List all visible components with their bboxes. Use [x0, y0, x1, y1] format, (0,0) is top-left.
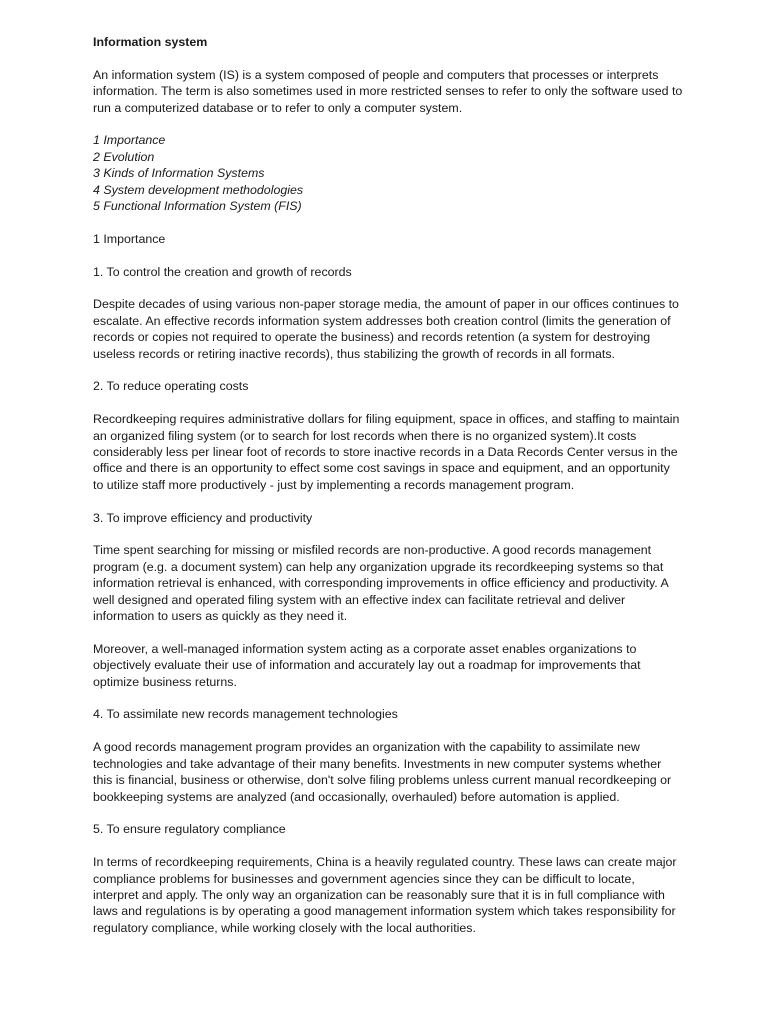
table-of-contents: [93, 132, 683, 214]
document-page: [93, 34, 683, 953]
point-heading: 2. To reduce operating costs: [93, 379, 249, 394]
toc-item: 3 Kinds of Information Systems: [93, 166, 265, 181]
point-paragraph: Recordkeeping requires administrative dollars for filing equipment, space in offices, and staffing to maintain an organized filing system (or to search for lost records when there is no organized system).It costs considerably less per linear foot of records to store inactive records in a Data Records Center versus in the office and there is an opportunity to effect some cost savings in space and equipment, and an opportunity to utilize staff more productively - just by implementing a records management program.: [93, 412, 680, 492]
point-paragraph: Time spent searching for missing or misfiled records are non-productive. A good records management program (e.g. a document system) can help any organization upgrade its recordkeeping systems so that information retrieval is enhanced, with corresponding improvements in office efficiency and productivity. A well designed and operated filing system with an effective index can facilitate retrieval and deliver information to users as quickly as they need it.: [93, 543, 669, 624]
point-heading: 3. To improve efficiency and productivity: [93, 510, 313, 525]
point-paragraph: A good records management program provides an organization with the capability to assimilate new technologies and take advantage of their many benefits. Investments in new computer systems whether this is financial, business or otherwise, don't solve filing problems unless current manual recordkeeping or bookkeeping systems are analyzed (and occasionally, overhauled) before automation is applied.: [93, 740, 672, 804]
section-heading: 1 Importance: [93, 231, 166, 246]
toc-item: 2 Evolution: [93, 149, 155, 164]
point-paragraph: In terms of recordkeeping requirements, China is a heavily regulated country. These laws can create major compliance problems for businesses and government agencies since they can be difficult to locate, interpret and apply. The only way an organization can be reasonably sure that it is in full compliance with laws and regulations is by operating a good management information system which takes responsibility for regulatory compliance, while working closely with the local authorities.: [93, 855, 677, 935]
intro-paragraph: An information system (IS) is a system composed of people and computers that processes or interprets information. The term is also sometimes used in more restricted senses to refer to only the software used to run a computerized database or to refer to only a computer system.: [93, 67, 683, 115]
point-paragraph: Despite decades of using various non-paper storage media, the amount of paper in our offices continues to escalate. An effective records information system addresses both creation control (limits the generation of records or copies not required to operate the business) and records retention (a system for destroying useless records or retiring inactive records), thus stabilizing the growth of records in all formats.: [93, 297, 679, 361]
toc-item: 4 System development methodologies: [93, 182, 304, 197]
point-heading: 1. To control the creation and growth of records: [93, 264, 352, 279]
point-heading: 4. To assimilate new records management technologies: [93, 707, 398, 722]
point-paragraph: Moreover, a well-managed information system acting as a corporate asset enables organizations to objectively evaluate their use of information and accurately lay out a roadmap for improvements that optimize business returns.: [93, 641, 641, 689]
point-heading: 5. To ensure regulatory compliance: [93, 822, 286, 837]
toc-item: 1 Importance: [93, 133, 166, 148]
document-title: Information system: [93, 35, 208, 49]
toc-item: 5 Functional Information System (FIS): [93, 199, 302, 214]
